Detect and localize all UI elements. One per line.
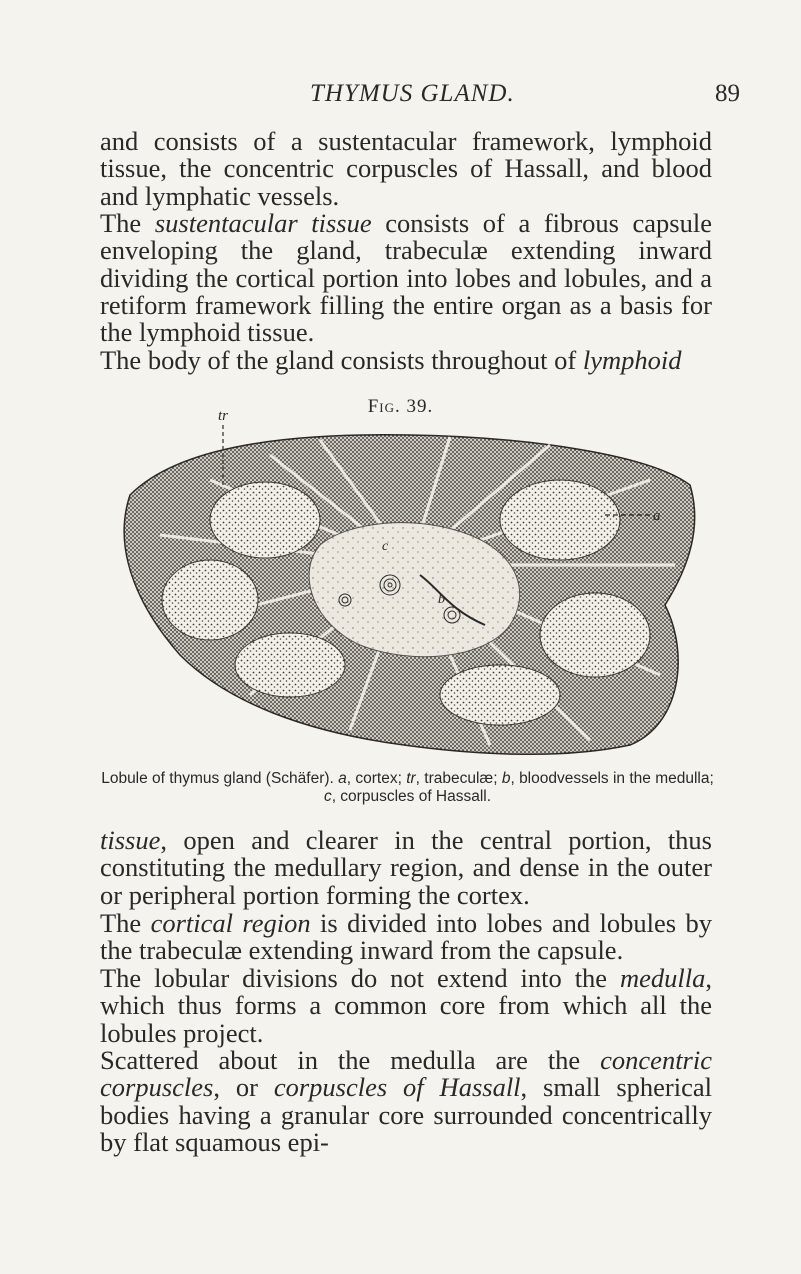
caption-b-letter: b	[501, 770, 511, 787]
marker-a: a	[653, 508, 661, 524]
page-header	[0, 80, 801, 114]
paragraph-5-lead: The	[100, 908, 151, 938]
caption-tr-letter: tr	[406, 770, 416, 787]
paragraph-7-lead: Scattered about in the medulla are the	[100, 1045, 601, 1075]
figure-caption	[100, 770, 715, 806]
figure-label: Fig. 39.	[367, 396, 434, 417]
paragraph-3	[100, 347, 712, 374]
paragraph-6-lead: The lobular divisions do not extend into the	[100, 963, 620, 993]
term-medulla: medulla	[620, 963, 706, 993]
paragraph-2-text: consists of a fibrous capsule enveloping the gland, trabeculæ extending inward dividing the cortical portion into lobes and lobules, and a retiform framework filling the entire organ as a basis for the lymphoid tissue.	[100, 208, 712, 348]
paragraph-4-text: , open and clearer in the central portion, thus constituting the medullary region, and dense in the outer or peripheral portion forming the cortex.	[100, 825, 712, 910]
caption-tr-text: , trabeculæ;	[415, 770, 502, 787]
caption-c-letter: c	[323, 788, 332, 805]
running-title: THYMUS GLAND.	[310, 80, 515, 107]
paragraph-7	[100, 1047, 712, 1156]
caption-a-letter: a	[338, 770, 347, 787]
page-number: 89	[715, 80, 740, 107]
caption-a-text: , cortex;	[346, 770, 407, 787]
paragraph-5	[100, 910, 712, 965]
thymus-lobule-illustration	[90, 408, 710, 765]
term-concentric-corpuscles: concentric corpuscles	[100, 1045, 712, 1103]
paragraph-1	[100, 128, 712, 210]
marker-c: c	[382, 539, 389, 554]
paragraph-2-lead: The	[100, 208, 155, 238]
paragraph-7-text: , small spherical bodies having a granular core surrounded concentrically by flat squamous epi-	[100, 1072, 713, 1157]
marker-b: b	[438, 592, 445, 607]
marker-tr: tr	[218, 408, 229, 424]
paragraph-6-text: , which thus forms a common core from which all the lobules project.	[100, 963, 712, 1048]
term-tissue: tissue	[100, 825, 161, 855]
paragraph-1-text: and consists of a sustentacular framework, lymphoid tissue, the concentric corpuscles of Hassall, and blood and lymphatic vessels.	[100, 126, 712, 211]
paragraph-7-mid: , or	[213, 1072, 274, 1103]
term-sustentacular-tissue: sustentacular tissue	[154, 208, 372, 238]
paragraph-4	[100, 827, 712, 909]
caption-lead: Lobule of thymus gland (Schäfer).	[101, 770, 339, 787]
caption-c-text: , corpuscles of Hassall.	[331, 788, 492, 805]
term-lymphoid: lymphoid	[582, 345, 682, 375]
term-cortical-region: cortical region	[150, 908, 311, 938]
paragraph-5-text: is divided into lobes and lobules by the trabeculæ extending inward from the capsule.	[100, 908, 712, 966]
paragraph-2	[100, 210, 712, 346]
paragraph-6	[100, 965, 712, 1047]
term-corpuscles-of-hassall: corpuscles of Hassall	[273, 1072, 521, 1103]
caption-b-text: , bloodvessels in the medulla;	[510, 770, 714, 787]
paragraph-3-text: The body of the gland consists throughout of	[100, 345, 583, 375]
